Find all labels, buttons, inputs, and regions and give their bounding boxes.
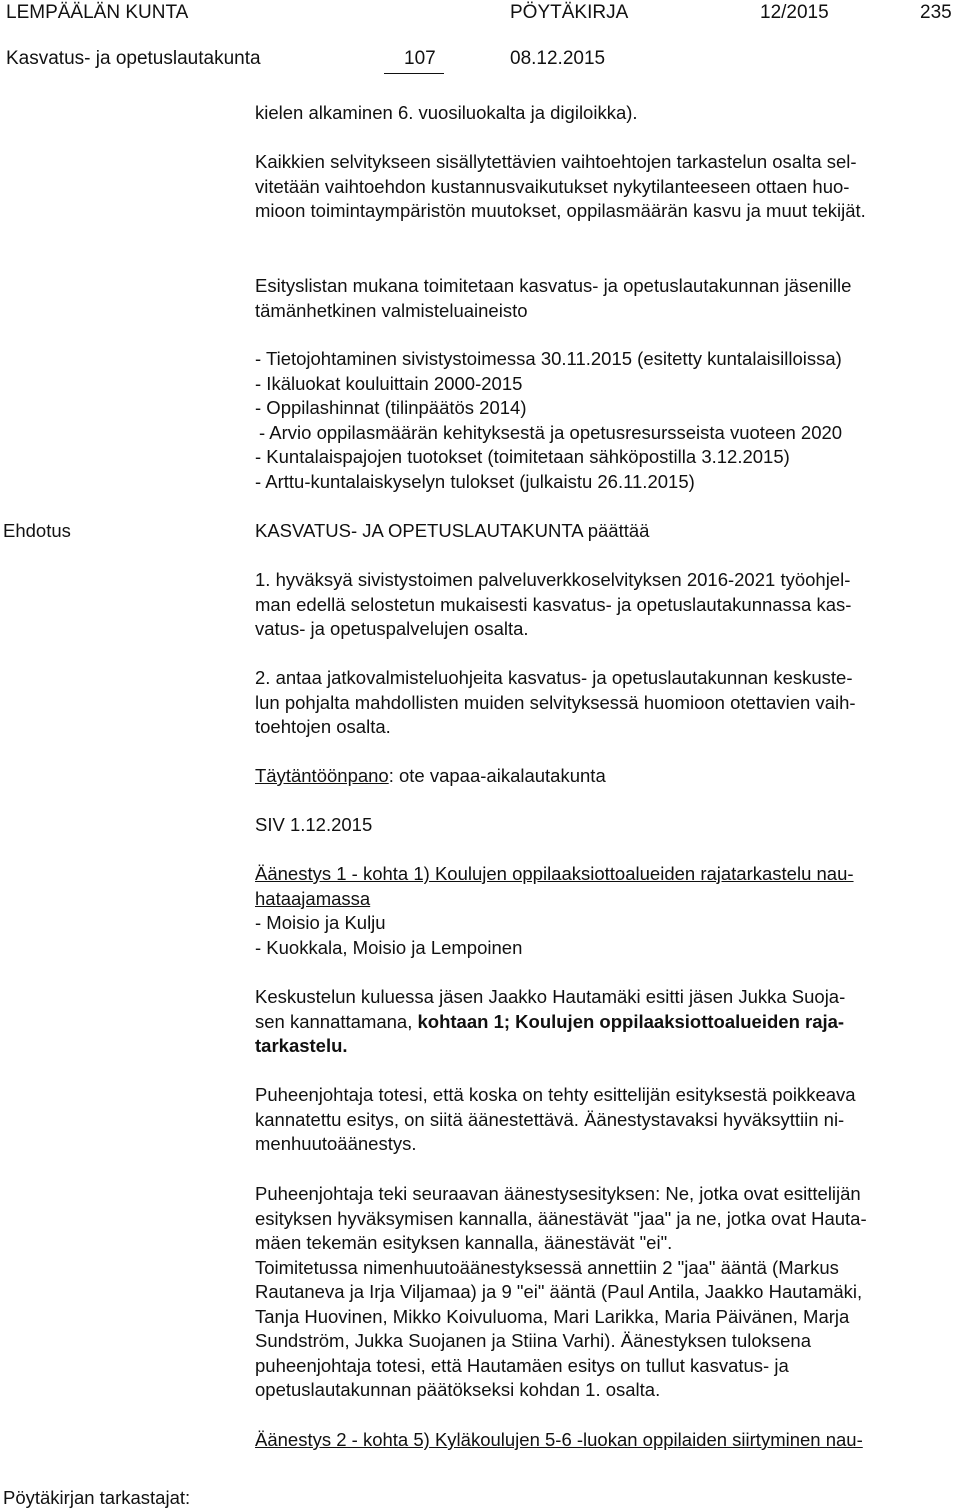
text-line: Sundström, Jukka Suojanen ja Stiina Varhi). Äänestyksen tuloksena [255,1330,811,1351]
decision-heading: KASVATUS- JA OPETUSLAUTAKUNTA päättää [255,520,650,541]
municipality-name: LEMPÄÄLÄN KUNTA [6,2,189,23]
siv-date: SIV 1.12.2015 [255,814,373,835]
document-type: PÖYTÄKIRJA [510,2,629,23]
text-line: vitetään vaihtoehdon kustannusvaikutukset nykytilanteeseen ottaen huo- [255,175,850,197]
text-line: mäen tekemän esityksen kannalla, äänestävät "ei". [255,1232,673,1253]
reviewers-label: Pöytäkirjan tarkastajat: [3,1487,191,1508]
text-line: Kaikkien selvitykseen sisällytettävien vaihtoehtojen tarkastelun osalta sel- [255,151,857,172]
text-line: Puheenjohtaja teki seuraavan äänestysesityksen: Ne, jotka ovat esittelijän [255,1183,861,1204]
list-item: - Ikäluokat kouluittain 2000-2015 [255,372,523,394]
text-line: toehtojen osalta. [255,716,391,737]
text-line: Äänestys 1 - kohta 1) Koulujen oppilaaksiottoalueiden rajatarkastelu nau- [255,863,854,884]
text-line: Esityslistan mukana toimitetaan kasvatus- ja opetuslautakunnan jäsenille [255,275,852,296]
text-line: 2. antaa jatkovalmisteluohjeita kasvatus- ja opetuslautakunnan keskuste- [255,667,853,688]
text-line: vatus- ja opetuspalvelujen osalta. [255,618,529,639]
text-line: Rautaneva ja Irja Viljamaa) ja 9 "ei" ääntä (Paul Antila, Jaakko Hautamäki, [255,1281,863,1302]
vote-2-heading: Äänestys 2 - kohta 5) Kyläkoulujen 5-6 -luokan oppilaiden siirtyminen nau- [255,1429,863,1450]
text-line: Keskustelun kuluessa jäsen Jaakko Hautamäki esitti jäsen Jukka Suoja- [255,986,846,1007]
list-item: - Oppilashinnat (tilinpäätös 2014) [255,397,527,418]
committee-name: Kasvatus- ja opetuslautakunta [6,48,261,69]
text-line [255,1010,844,1035]
text-line: kannatettu esitys, on siitä äänestettävä. Äänestystavaksi hyväksyttiin ni- [255,1108,845,1130]
section-underline [384,73,444,74]
section-number: 107 [404,48,436,69]
side-label-proposal: Ehdotus [3,520,71,541]
list-item: - Arttu-kuntalaiskyselyn tulokset (julkaistu 26.11.2015) [255,470,695,492]
text-line: 1. hyväksyä sivistystoimen palveluverkkoselvityksen 2016-2021 työohjel- [255,569,851,590]
text-line: tarkastelu. [255,1035,348,1056]
list-item: - Kuokkala, Moisio ja Lempoinen [255,936,523,958]
text-line: Tanja Huovinen, Mikko Koivuluoma, Mari Larikka, Maria Päivänen, Marja [255,1305,850,1327]
implementation-text: : ote vapaa-aikalautakunta [388,765,606,786]
implementation-label: Täytäntöönpano [255,765,389,786]
meeting-date: 08.12.2015 [510,48,606,69]
text-line: mioon toimintaympäristön muutokset, oppilasmäärän kasvu ja muut tekijät. [255,200,866,221]
text-normal: sen kannattamana, [255,1010,418,1032]
text-line: puheenjohtaja totesi, että Hautamäen esitys on tullut kasvatus- ja [255,1354,789,1376]
text-bold: kohtaan 1; Koulujen oppilaaksiottoalueiden raja- [417,1010,845,1032]
list-item: - Arvio oppilasmäärän kehityksestä ja opetusresursseista vuoteen 2020 [259,421,843,443]
issue-number: 12/2015 [760,2,829,23]
implementation-line [255,764,606,789]
text-line: tämänhetkinen valmisteluaineisto [255,299,528,321]
list-item: - Moisio ja Kulju [255,912,386,933]
text-line: menhuutoäänestys. [255,1133,417,1154]
text-line: esityksen hyväksymisen kannalla, äänestävät "jaa" ja ne, jotka ovat Hauta- [255,1207,867,1229]
text-line: man edellä selostetun mukaisesti kasvatus- ja opetuslautakunnassa kas- [255,593,852,615]
text-line: hataajamassa [255,887,371,909]
page-number: 235 [920,2,952,23]
list-item: - Kuntalaispajojen tuotokset (toimitetaan sähköpostilla 3.12.2015) [255,446,790,467]
text-line: lun pohjalta mahdollisten muiden selvityksessä huomioon otettavien vaih- [255,691,856,713]
text-line: Toimitetussa nimenhuutoäänestyksessä annettiin 2 "jaa" ääntä (Markus [255,1256,839,1278]
intro-line: kielen alkaminen 6. vuosiluokalta ja digiloikka). [255,102,638,123]
list-item: - Tietojohtaminen sivistystoimessa 30.11.2015 (esitetty kuntalaisilloissa) [255,348,842,369]
text-line: opetuslautakunnan päätökseksi kohdan 1. osalta. [255,1379,661,1400]
text-line: Puheenjohtaja totesi, että koska on tehty esittelijän esityksestä poikkeava [255,1084,856,1105]
